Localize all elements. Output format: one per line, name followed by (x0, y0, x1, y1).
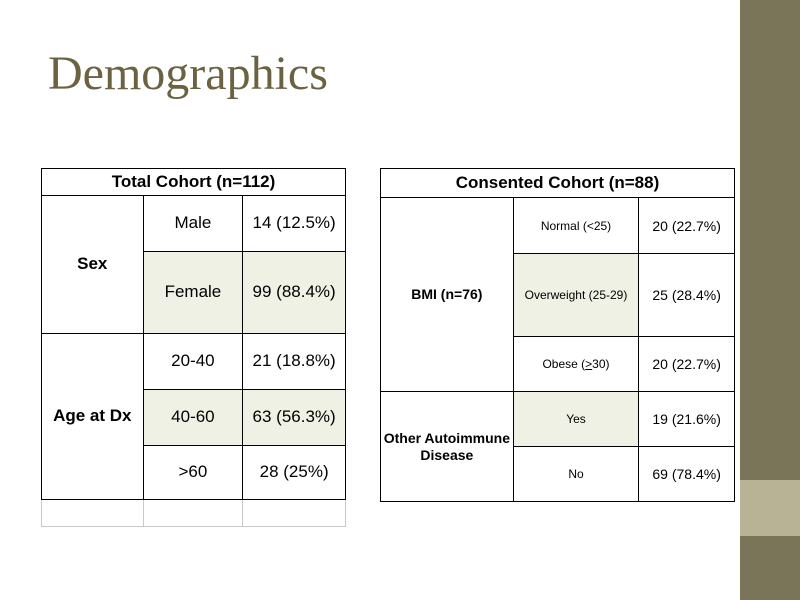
bmi-value-cell: 20 (22.7%) (639, 198, 735, 254)
bmi-category-cell: Obese (>30) (513, 337, 639, 392)
bmi-category-cell: Normal (<25) (513, 198, 639, 254)
autoimmune-value-cell: 19 (21.6%) (639, 392, 735, 447)
age-value-cell: 63 (56.3%) (243, 390, 346, 446)
age-label: Age at Dx (42, 334, 144, 500)
slide-title: Demographics (48, 47, 328, 100)
sex-label: Sex (42, 196, 144, 334)
consented-cohort-table (380, 168, 735, 502)
bmi-label: BMI (n=76) (381, 198, 514, 392)
age-category-cell: 40-60 (143, 390, 243, 446)
autoimmune-value-cell: 69 (78.4%) (639, 447, 735, 502)
bmi-value-cell: 25 (28.4%) (639, 254, 735, 337)
age-value-cell: 28 (25%) (243, 446, 346, 500)
age-category-cell: 20-40 (143, 334, 243, 390)
sex-value-cell: 99 (88.4%) (243, 252, 346, 334)
empty-row (42, 500, 346, 527)
autoimmune-label: Other Autoimmune Disease (381, 392, 514, 502)
sex-category-cell: Female (143, 252, 243, 334)
age-value-cell: 21 (18.8%) (243, 334, 346, 390)
sex-category-cell: Male (143, 196, 243, 252)
total-cohort-table (41, 168, 346, 527)
total-cohort-header: Total Cohort (n=112) (42, 169, 346, 196)
autoimmune-category-cell: Yes (513, 392, 639, 447)
sex-value-cell: 14 (12.5%) (243, 196, 346, 252)
side-decoration-accent (740, 480, 800, 536)
bmi-category-cell: Overweight (25-29) (513, 254, 639, 337)
autoimmune-category-cell: No (513, 447, 639, 502)
age-category-cell: >60 (143, 446, 243, 500)
consented-cohort-header: Consented Cohort (n=88) (381, 169, 735, 198)
bmi-value-cell: 20 (22.7%) (639, 337, 735, 392)
